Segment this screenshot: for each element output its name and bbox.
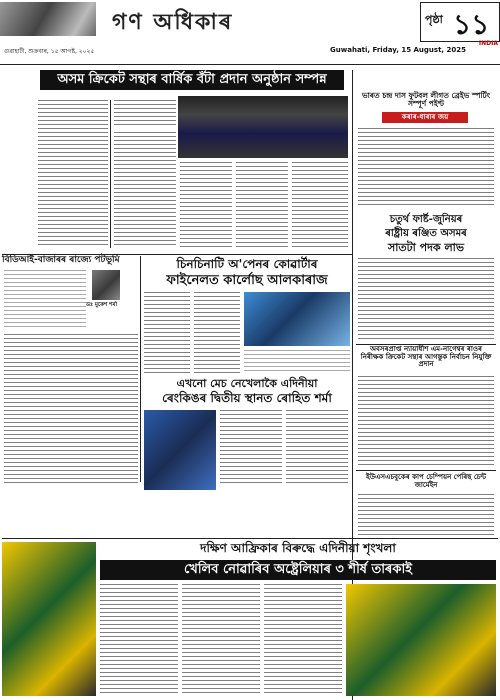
dateline: গুৱাহাটী, শুক্ৰবাৰ, ১৫ আগষ্ট, ২০২৫	[4, 48, 95, 55]
psg-text	[358, 494, 494, 538]
bottom-headline-2: খেলিব নোৱাৰিব অষ্ট্ৰেলিয়াৰ ৩ শীৰ্ষ তাৰকাই	[100, 560, 496, 580]
chess-headline-mid: ৰাষ্ট্ৰীয় ৰঞ্জিত অসমৰ	[385, 228, 467, 239]
football-badge: কৰাৰ-ধাৰাৰ জয়	[382, 112, 468, 123]
bottom-headline-1: দক্ষিণ আফ্ৰিকাৰ বিৰুদ্ধে এদিনীয়া শৃংখলা	[200, 541, 396, 555]
tennis-headline-2: ফাইনেলত কাৰ্লোছ আলকাৰাজ	[166, 273, 328, 288]
page-number: ১১	[453, 8, 490, 41]
lead-headline: অসম ক্ৰিকেট সন্থাৰ বাৰ্ষিক বঁটা প্ৰদান অনুষ্ঠান সম্পন্ন	[40, 70, 344, 90]
award-group-photo	[178, 96, 348, 158]
divider	[356, 470, 496, 471]
cricketer-photo-right	[346, 584, 496, 696]
football-text	[358, 128, 494, 208]
tennis-photo-caption	[244, 350, 350, 374]
chess-headline-bottom: সাতটা পদক লাভ	[387, 241, 465, 254]
chess-headline-top: চতুৰ্থ ফাৰ্ষ্ট-জুনিয়ৰ	[389, 214, 463, 225]
bottom-text-2	[182, 584, 260, 696]
acc-headline: অবসৰপ্ৰাপ্ত ন্যায়াধীশ এম-নাগেশ্বৰ ৰাওৰ নিৰীক্ষক ক্ৰিকেট সন্থাৰ আগন্তুক নিৰ্বাচন নিযুক্তি প্ৰদান	[360, 345, 492, 369]
masthead-title: গণ অধিকাৰ	[112, 9, 234, 35]
page-number-box	[420, 2, 500, 42]
author-name: ডঃ মুকেশ শৰ্মা	[86, 302, 118, 308]
bottom-text-1	[100, 584, 178, 696]
divider	[2, 538, 498, 539]
rohit-headline-1: এখনো মেচ নেখেলাকৈ এদিনীয়া	[176, 377, 318, 390]
acc-text	[358, 376, 494, 466]
lead-text-col2	[114, 132, 176, 248]
tennis-text-1	[144, 292, 190, 374]
masthead	[0, 0, 500, 65]
rohit-text-1	[220, 410, 282, 486]
lead-text-col2-top	[114, 100, 176, 128]
opinion-text	[4, 334, 138, 484]
column-rule	[110, 100, 111, 248]
chess-text	[358, 258, 494, 340]
rohit-photo	[144, 410, 216, 490]
opinion-intro	[4, 270, 86, 330]
page-label: পৃষ্ঠা	[425, 13, 443, 26]
tennis-player-photo	[244, 292, 350, 346]
column-rule	[140, 256, 141, 482]
cricketer-photo-left	[2, 542, 96, 696]
rohit-headline-2: ৰেংকিঙৰ দ্বিতীয় স্থানত ৰোহিত শৰ্মা	[162, 391, 332, 405]
lead-text-col4	[236, 162, 288, 248]
lead-text-col5	[292, 162, 348, 248]
rohit-text-2	[286, 410, 348, 486]
masthead-photo	[0, 2, 96, 36]
lead-text-col1	[38, 100, 108, 248]
psg-headline: ইউএসএচবুকেৰ কাপ চেম্পিয়ন পেৰিছ চেন্ট জাৰ্মেইন	[365, 473, 487, 489]
tennis-headline-1: চিনচিনাটি অ'পেনৰ কোৱাৰ্টাৰ	[176, 257, 318, 271]
football-headline: ভাৰত চন্দ্ৰ দাস ফুটবল লীগত ব্ৰেইভ স্পৰ্টিং সম্পূৰ্ণ পইণ্ট	[361, 91, 490, 109]
dateline-english: Guwahati, Friday, 15 August, 2025	[330, 46, 466, 54]
bottom-text-3	[264, 584, 342, 696]
opinion-headline: বিডিআই-বাজাৰৰ ৰাজ্যে পটভূমি	[2, 255, 120, 265]
author-photo	[92, 270, 120, 300]
lead-text-col3	[180, 162, 232, 248]
tennis-text-2	[194, 292, 240, 374]
edition-label: INDIA	[478, 40, 498, 47]
